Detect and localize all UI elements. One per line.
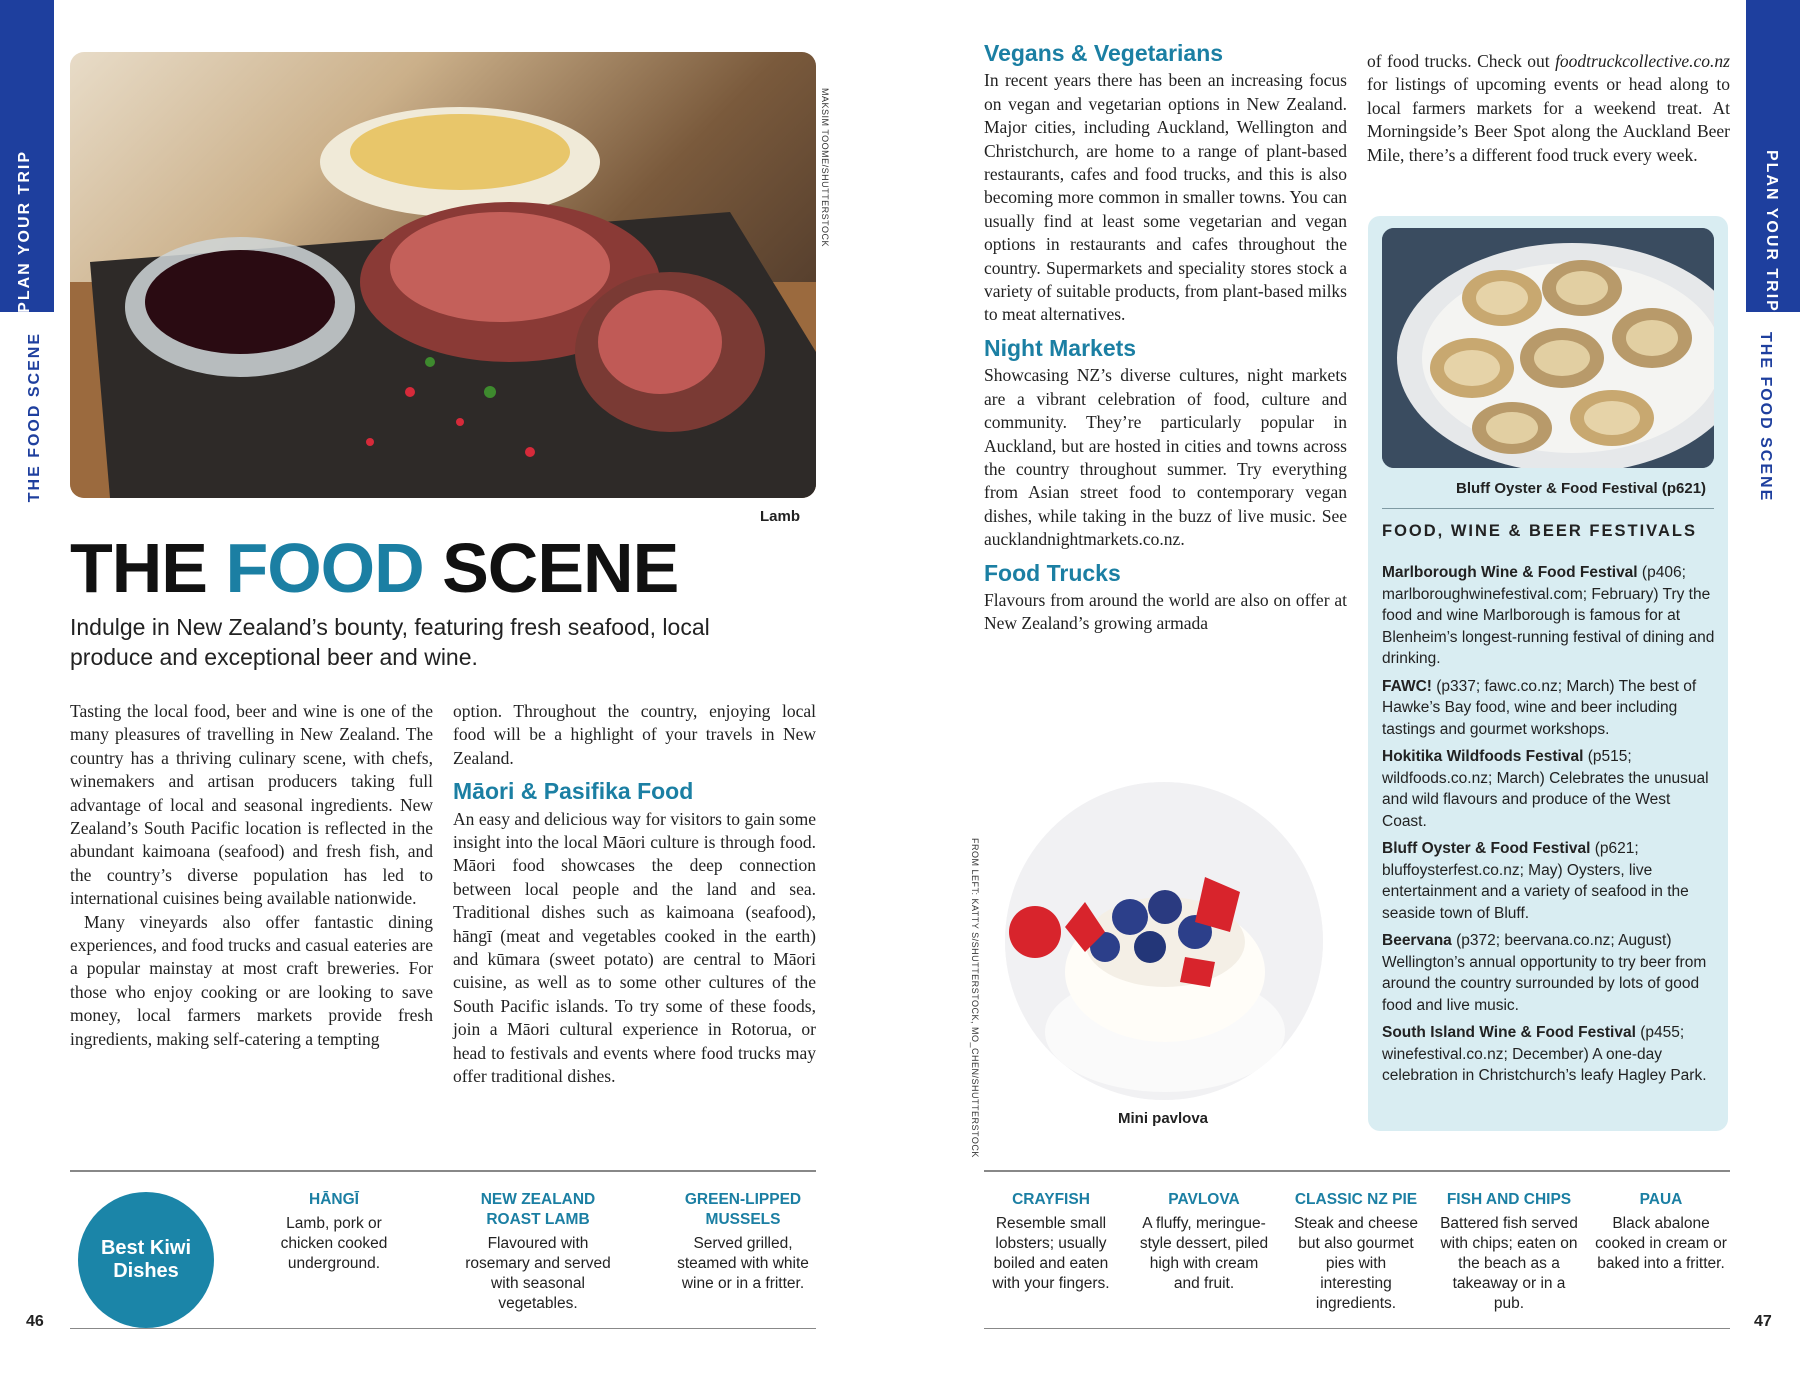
dish-description: Black abalone cooked in cream or baked into a fritter. xyxy=(1595,1215,1727,1272)
food-trucks-heading: Food Trucks xyxy=(984,559,1121,586)
col1-paragraph-2: Many vineyards also offer fantastic dining experiences, and food trucks and casual eateries are a popular mainstay at most craft breweries. For those who enjoy cooking or are looking to save money, local farmers markets provide fresh ingredients, making self-catering a tempting xyxy=(70,911,433,1049)
night-markets-heading: Night Markets xyxy=(984,334,1137,361)
lamb-illustration xyxy=(70,52,816,498)
food-trucks-paragraph: Flavours from around the world are also on offer at New Zealand’s growing armada xyxy=(984,589,1347,634)
dish-description: A fluffy, meringue-style dessert, piled high with cream and fruit. xyxy=(1139,1215,1269,1292)
col2-paragraph-0: option. Throughout the country, enjoying local food will be a highlight of your travels in New Zealand. xyxy=(453,701,816,768)
festival-name: Bluff Oyster & Food Festival xyxy=(1382,840,1591,857)
dish-title: HĀNGĪ xyxy=(309,1191,359,1208)
festival-name: Marlborough Wine & Food Festival xyxy=(1382,564,1638,581)
festival-details: (p455; winefestival.co.nz; December) A one-day celebration in Christchurch’s leafy Hagley Park. xyxy=(1382,1024,1707,1084)
festival-name: Beervana xyxy=(1382,932,1452,949)
dish-crayfish xyxy=(984,1190,1118,1294)
festival-name: Hokitika Wildfoods Festival xyxy=(1382,748,1584,765)
dish-title: PAUA xyxy=(1639,1191,1683,1208)
festival-details: (p337; fawc.co.nz; March) The best of Hawke’s Bay food, wine and beer including tastings and gourmet workshops. xyxy=(1382,677,1697,738)
page-number-left: 46 xyxy=(26,1313,44,1330)
best-kiwi-badge: Best Kiwi Dishes xyxy=(78,1192,214,1328)
festival-name: South Island Wine & Food Festival xyxy=(1382,1024,1636,1041)
dish-description: Lamb, pork or chicken cooked underground. xyxy=(280,1215,388,1272)
festivals-heading: FOOD, WINE & BEER FESTIVALS xyxy=(1382,522,1697,540)
dish-description: Steak and cheese but also gourmet pies with interesting ingredients. xyxy=(1293,1215,1419,1312)
dish-mussels xyxy=(668,1190,818,1294)
title-part-1: THE xyxy=(70,529,226,607)
festival-details: (p621; bluffoysterfest.co.nz; May) Oysters, live entertainment and a variety of seafood in the seaside town of Bluff. xyxy=(1382,840,1689,922)
food-truck-link: foodtruckcollective.co.nz xyxy=(1555,51,1730,71)
column-2 xyxy=(453,700,816,1089)
column-3 xyxy=(984,42,1347,636)
col4-text-a: of food trucks. Check out xyxy=(1367,51,1556,71)
festival-name: FAWC! xyxy=(1382,677,1432,695)
dishes-bottom-rule-right xyxy=(984,1328,1730,1329)
dish-description: Flavoured with rosemary and served with seasonal vegetables. xyxy=(465,1235,611,1312)
plan-your-trip-tab-left xyxy=(0,0,54,312)
dish-title: PAVLOVA xyxy=(1168,1191,1240,1208)
col1-paragraph-1: Tasting the local food, beer and wine is one of the many pleasures of travelling in New Zealand. The country has a thriving culinary scene, with chefs, winemakers and artisan producers taking full advantage of local and seasonal ingredients. New Zealand’s South Pacific location is reflected in the abundant kaimoana (seafood) and fresh fish, and the country’s diverse population has led to international cuisines being available nationwide. xyxy=(70,701,433,909)
column-1 xyxy=(70,700,433,1051)
plan-your-trip-tab-right xyxy=(1746,0,1800,312)
dish-title: CLASSIC NZ PIE xyxy=(1294,1191,1418,1208)
section-label-left: THE FOOD SCENE xyxy=(26,332,43,503)
dish-title: NEW ZEALAND ROAST LAMB xyxy=(480,1191,596,1228)
festival-item xyxy=(1382,746,1718,832)
pavlova-illustration xyxy=(1005,782,1323,1100)
dish-roast-lamb xyxy=(458,1190,618,1314)
festival-details: (p515; wildfoods.co.nz; March) Celebrates the unusual and wild flavours and produce of the West Coast. xyxy=(1382,748,1709,830)
oysters-photo xyxy=(1382,228,1714,468)
pavlova-photo xyxy=(1005,782,1323,1100)
intro-text: Indulge in New Zealand’s bounty, featuring fresh seafood, local produce and exceptional beer and wine. xyxy=(70,614,710,670)
dishes-bottom-rule-left xyxy=(70,1328,816,1329)
dish-description: Resemble small lobsters; usually boiled and eaten with your fingers. xyxy=(992,1215,1110,1292)
dish-title: CRAYFISH xyxy=(1012,1191,1090,1208)
festivals-list xyxy=(1382,562,1718,1093)
dish-fish-and-chips xyxy=(1440,1190,1578,1314)
dish-hangi xyxy=(270,1190,398,1274)
title-part-2: FOOD xyxy=(225,529,424,607)
dish-description: Served grilled, steamed with white wine or in a fritter. xyxy=(677,1235,809,1292)
lamb-photo xyxy=(70,52,816,498)
dishes-top-rule-right xyxy=(984,1170,1730,1172)
title-part-3: SCENE xyxy=(423,529,679,607)
dish-nz-pie xyxy=(1292,1190,1420,1314)
festival-item xyxy=(1382,1022,1718,1087)
vegans-paragraph: In recent years there has been an increasing focus on vegan and vegetarian options in New Zealand. Major cities, including Auckland, Wellington and Christchurch, are home to a range of plant-based restaurants, cafes and food trucks, and this is also becoming more common in smaller towns. You can usually find at least some vegetarian and vegan options in restaurants and cafes throughout the country. Supermarkets and speciality stores stock a variety of suitable products, from plant-based milks to meat alternatives. xyxy=(984,70,1347,325)
page-number-right: 47 xyxy=(1754,1313,1772,1330)
festivals-panel xyxy=(1368,216,1728,1131)
dish-paua xyxy=(1592,1190,1730,1274)
plan-your-trip-label: PLAN YOUR TRIP xyxy=(16,150,33,313)
panel-divider xyxy=(1382,508,1714,509)
dish-pavlova xyxy=(1135,1190,1273,1294)
festival-item xyxy=(1382,562,1718,670)
column-4 xyxy=(1367,50,1730,167)
col2-paragraph-1: An easy and delicious way for visitors to gain some insight into the local Māori culture is through food. Māori food showcases the deep connection between local people and the land and sea. Traditional dishes such as kaimoana (seafood), hāngī (meat and vegetables cooked in the earth) and kūmara (sweet potato) are central to Māori cuisine, as well as to some other cultures of the South Pacific islands. To try some of these foods, join a Māori cultural experience in Rotorua, or head to festivals and events where food trucks may offer traditional dishes. xyxy=(453,808,816,1087)
page-title xyxy=(70,528,678,608)
dish-title: GREEN-LIPPED MUSSELS xyxy=(684,1191,802,1228)
pavlova-photo-credit: FROM LEFT: KATTY S/SHUTTERSTOCK, MO_CHEN/SHUTTERSTOCK xyxy=(970,838,980,1158)
festival-item xyxy=(1382,930,1718,1016)
vegans-heading: Vegans & Vegetarians xyxy=(984,40,1224,66)
festival-item xyxy=(1382,838,1718,924)
col4-paragraph xyxy=(1367,50,1730,167)
pavlova-caption: Mini pavlova xyxy=(1118,1110,1209,1127)
festival-details: (p406; marlboroughwinefestival.com; February) Try the food and wine Marlborough is famous for at Blenheim’s longest-running festival of dining and drinking. xyxy=(1382,564,1715,667)
dishes-top-rule-left xyxy=(70,1170,816,1172)
night-markets-paragraph: Showcasing NZ’s diverse cultures, night markets are a vibrant celebration of food, culture and community. They’re particularly popular in Auckland, but are hosted in cities and towns across the country throughout summer. Try everything from Asian street food to contemporary vegan dishes, while taking in the buzz of live music. See aucklandnightmarkets.co.nz. xyxy=(984,365,1347,550)
maori-food-heading: Māori & Pasifika Food xyxy=(453,778,694,805)
festival-item xyxy=(1382,676,1718,741)
section-label-right: THE FOOD SCENE xyxy=(1757,332,1774,503)
col4-text-b: for listings of upcoming events or head along to local farmers markets for a weekend treat. At Morningside’s Beer Spot along the Auckland Beer Mile, there’s a different food truck every week. xyxy=(1367,74,1730,165)
oysters-illustration xyxy=(1382,228,1714,468)
oysters-caption: Bluff Oyster & Food Festival (p621) xyxy=(1456,480,1707,497)
lamb-caption: Lamb xyxy=(760,508,801,525)
plan-your-trip-label: PLAN YOUR TRIP xyxy=(1763,150,1780,313)
lamb-photo-credit: MAKSIM TOOME/SHUTTERSTOCK xyxy=(820,88,830,248)
festival-details: (p372; beervana.co.nz; August) Wellington’s annual opportunity to try beer from around the country surrounded by lots of good food and live music. xyxy=(1382,932,1707,1014)
dish-description: Battered fish served with chips; eaten on the beach as a takeaway or in a pub. xyxy=(1440,1215,1578,1312)
dish-title: FISH AND CHIPS xyxy=(1446,1191,1572,1208)
